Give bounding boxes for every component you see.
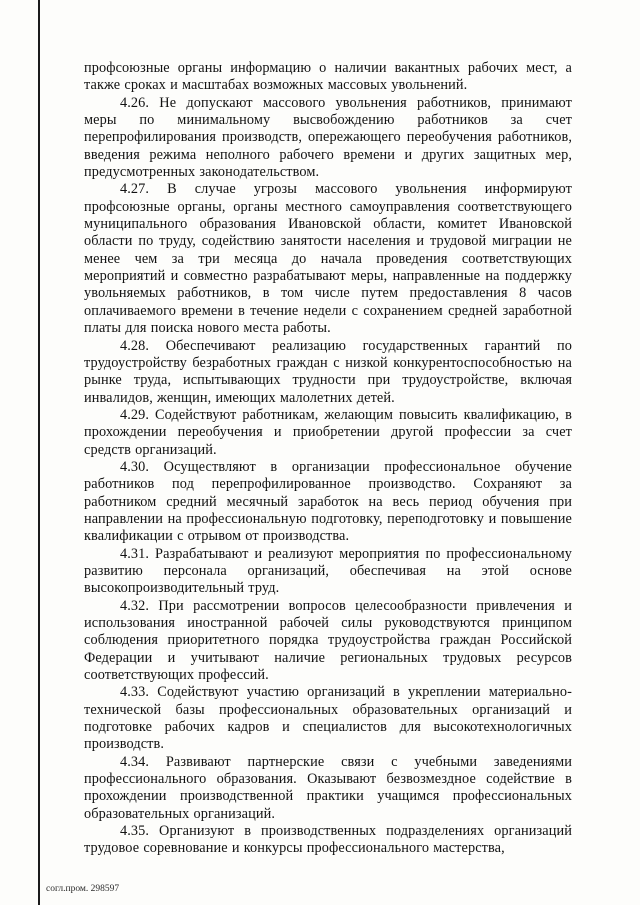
- paragraph: 4.35. Организуют в производственных подразделениях организаций трудовое соревнование и конкурсы профессионального мастерства,: [84, 823, 572, 857]
- paragraph: 4.30. Осуществляют в организации профессиональное обучение работников под перепрофилированное производство. Сохраняют за работником средний месячный заработок на весь период обучения при направлении на профессиональную подготовку, переподготовку и повышение квалификации с отрывом от производства.: [84, 458, 572, 545]
- document-text: [84, 60, 572, 858]
- paragraph: 4.31. Разрабатывают и реализуют мероприятия по профессиональному развитию персонала организаций, обеспечивая на этой основе высокопроизводительный труд.: [84, 545, 572, 597]
- paragraph: 4.26. Не допускают массового увольнения работников, принимают меры по минимальному высвобождению работников за счет перепрофилирования производств, опережающего переобучения работников, введения режима неполного рабочего времени и других защитных мер, предусмотренных законодательством.: [84, 94, 572, 181]
- paragraph: профсоюзные органы информацию о наличии вакантных рабочих мест, а также сроках и масштабах возможных массовых увольнений.: [84, 60, 572, 94]
- paragraph: 4.29. Содействуют работникам, желающим повысить квалификацию, в прохождении переобучения и приобретении другой профессии за счет средств организаций.: [84, 406, 572, 458]
- paragraph: 4.33. Содействуют участию организаций в укреплении материально-технической базы профессиональных образовательных организаций и подготовке рабочих кадров и специалистов для высокотехнологичных производств.: [84, 684, 572, 753]
- footer-reference: согл.пром. 298597: [46, 884, 120, 894]
- paragraph: 4.27. В случае угрозы массового увольнения информируют профсоюзные органы, органы местного самоуправления соответствующего муниципального образования Ивановской области, комитет Ивановской области по труду, содействию занятости населения и трудовой миграции не менее чем за три месяца до начала проведения соответствующих мероприятий и совместно разрабатывают меры, направленные на поддержку увольняемых работников, в том числе путем предоставления 8 часов оплачиваемого времени в течение недели с сохранением средней заработной платы для поиска нового места работы.: [84, 181, 572, 337]
- paragraph: 4.34. Развивают партнерские связи с учебными заведениями профессионального образования. Оказывают безвозмездное содействие в прохождении производственной практики учащимся профессиональных образовательных организаций.: [84, 753, 572, 822]
- paragraph: 4.28. Обеспечивают реализацию государственных гарантий по трудоустройству безработных граждан с низкой конкурентоспособностью на рынке труда, испытывающих трудности при трудоустройстве, включая инвалидов, женщин, имеющих малолетних детей.: [84, 337, 572, 406]
- left-border-rule: [38, 0, 40, 905]
- paragraph: 4.32. При рассмотрении вопросов целесообразности привлечения и использования иностранной рабочей силы руководствуются принципом соблюдения приоритетного порядка трудоустройства граждан Российской Федерации и учитывают наличие региональных трудовых ресурсов соответствующих профессий.: [84, 597, 572, 684]
